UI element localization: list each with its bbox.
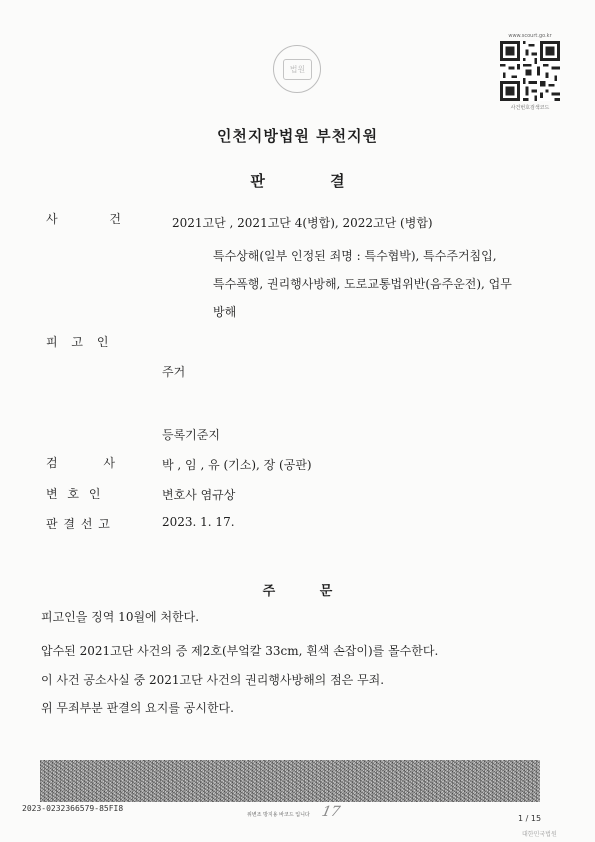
case-charges <box>213 242 543 326</box>
order-line: 피고인을 징역 10월에 처한다. <box>41 610 200 624</box>
page-number: 1 / 15 <box>518 814 542 823</box>
prosecutor-names: 박 , 임 , 유 (기소), 장 (공판) <box>162 458 312 472</box>
charge-line: 방해 <box>213 305 237 319</box>
court-logo: 대한민국법원 <box>522 831 557 838</box>
order-line: 이 사건 공소사실 중 2021고단 사건의 권리행사방해의 점은 무죄. <box>41 673 385 687</box>
counsel-name: 변호사 염규상 <box>162 488 236 502</box>
case-label: 사 건 <box>46 212 121 226</box>
court-name: 인천지방법원 부천지원 <box>216 127 379 145</box>
qr-caption: 사건번호검색코드 <box>510 105 550 111</box>
case-number: 2021고단 , 2021고단 4(병합), 2022고단 (병합) <box>172 216 433 230</box>
order-line: 압수된 2021고단 사건의 증 제2호(부엌칼 33cm, 흰색 손잡이)를 몰수한다. <box>41 644 439 658</box>
defendant-label: 피 고 인 <box>46 335 109 349</box>
barcode-note: 위변조 방지용 바코드 입니다 <box>247 812 310 818</box>
order-line: 위 무죄부분 판결의 요지를 공시한다. <box>41 701 234 715</box>
counsel-label: 변 호 인 <box>46 487 101 501</box>
qr-code-icon[interactable] <box>500 41 560 101</box>
registered-domicile-label: 등록기준지 <box>162 428 220 442</box>
verdict-date: 2023. 1. 17. <box>162 515 235 529</box>
order-title: 주 문 <box>262 584 333 599</box>
handwritten-page-mark: 17 <box>320 804 342 820</box>
document-id: 2023-0232366579-85FI8 <box>22 804 124 813</box>
court-seal <box>273 45 321 93</box>
court-seal-mark: 법원 <box>283 59 312 80</box>
verdict-date-label: 판 결 선 고 <box>46 517 110 531</box>
charge-line: 특수폭행, 권리행사방해, 도로교통법위반(음주운전), 업무 <box>213 277 512 291</box>
anti-forgery-barcode <box>40 760 540 802</box>
address-label: 주거 <box>162 365 186 379</box>
charge-line: 특수상해(일부 인정된 죄명 : 특수협박), 특수주거침입, <box>213 249 497 263</box>
document-title: 판 결 <box>250 172 345 190</box>
prosecutor-label: 검 사 <box>46 456 115 470</box>
qr-url: www.scourt.go.kr <box>508 33 552 39</box>
